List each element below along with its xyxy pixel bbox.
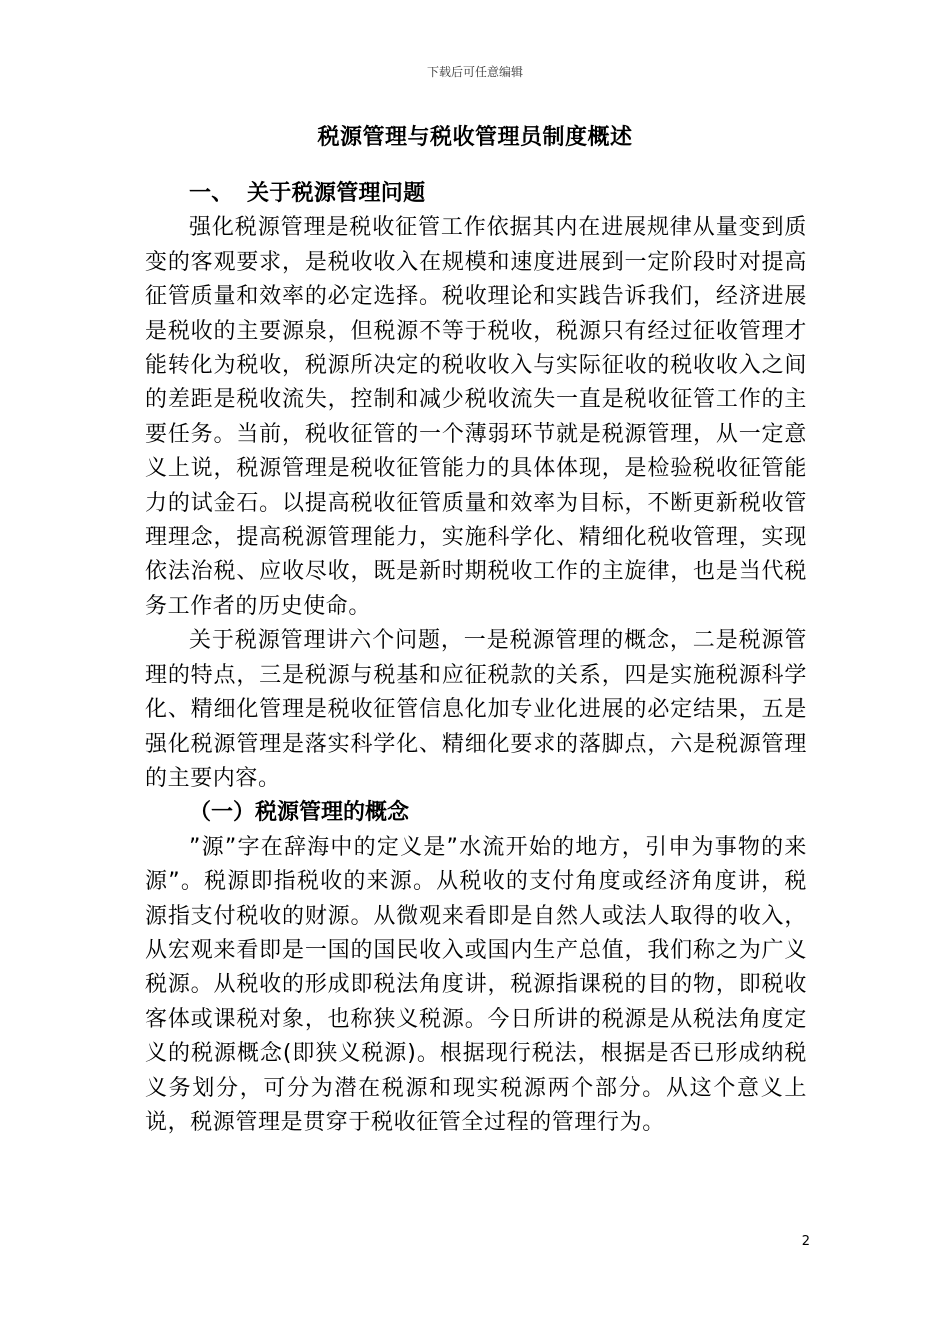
document-body bbox=[145, 177, 807, 1140]
section-number: 一、 bbox=[189, 181, 234, 206]
page-number: 2 bbox=[801, 1234, 810, 1249]
paragraph-3: ”源”字在辞海中的定义是”水流开始的地方，引申为事物的来源”。税源即指税收的来源。从税收的支付角度或经济角度讲，税源指支付税收的财源。从微观来看即是自然人或法人取得的收入，从宏观来看即是一国的国民收入或国内生产总值，我们称之为广义税源。从税收的形成即税法角度讲，税源指课税的目的物，即税收客体或课税对象，也称狭义税源。今日所讲的税源是从税法角度定义的税源概念(即狭义税源)。根据现行税法，根据是否已形成纳税义务划分，可分为潜在税源和现实税源两个部分。从这个意义上说，税源管理是贯穿于税收征管全过程的管理行为。 bbox=[145, 834, 807, 1135]
section-title: 关于税源管理问题 bbox=[247, 181, 426, 206]
paragraph-1: 强化税源管理是税收征管工作依据其内在进展规律从量变到质变的客观要求，是税收收入在规模和速度进展到一定阶段时对提高征管质量和效率的必定选择。税收理论和实践告诉我们，经济进展是税收的主要源泉，但税源不等于税收，税源只有经过征收管理才能转化为税收，税源所决定的税收收入与实际征收的税收收入之间的差距是税收流失，控制和减少税收流失一直是税收征管工作的主要任务。当前，税收征管的一个薄弱环节就是税源管理，从一定意义上说，税源管理是税收征管能力的具体体现，是检验税收征管能力的试金石。以提高税收征管质量和效率为目标，不断更新税收管理理念，提高税源管理能力，实施科学化、精细化税收管理，实现依法治税、应收尽收，既是新时期税收工作的主旋律，也是当代税务工作者的历史使命。 bbox=[145, 215, 807, 619]
document-title: 税源管理与税收管理员制度概述 bbox=[317, 125, 633, 150]
page-header-note: 下载后可任意编辑 bbox=[426, 65, 523, 79]
subsection-heading: （一）税源管理的概念 bbox=[189, 800, 410, 826]
paragraph-2: 关于税源管理讲六个问题，一是税源管理的概念，二是税源管理的特点，三是税源与税基和应征税款的关系，四是实施税源科学化、精细化管理是税收征管信息化加专业化进展的必定结果，五是强化税源管理是落实科学化、精细化要求的落脚点，六是税源管理的主要内容。 bbox=[145, 628, 807, 791]
section-heading bbox=[145, 177, 807, 211]
